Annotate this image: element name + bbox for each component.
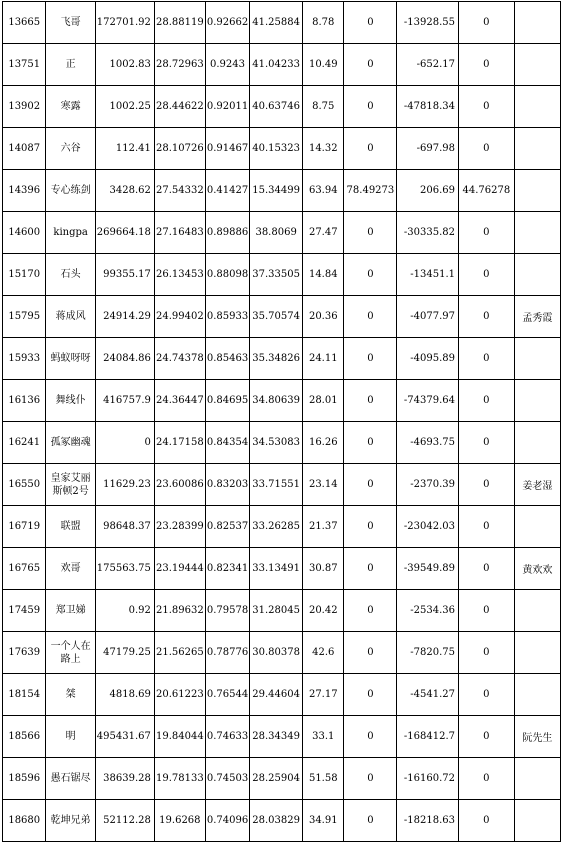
value-a-cell: 19.6268	[154, 800, 205, 842]
value-b-cell: 34.53083	[250, 422, 303, 464]
table-row	[3, 674, 561, 716]
amount-cell: 38639.28	[95, 758, 154, 800]
note-cell: 孟秀霞	[514, 296, 560, 338]
name-cell: 飞哥	[46, 2, 95, 44]
id-cell: 16136	[3, 380, 46, 422]
name-cell: 寒露	[46, 86, 95, 128]
balance-cell: -4095.89	[397, 338, 459, 380]
ratio-cell: 0.79578	[205, 590, 249, 632]
value-b-cell: 41.04233	[250, 44, 303, 86]
value-d-cell: 0	[459, 632, 515, 674]
note-cell	[514, 632, 560, 674]
amount-cell: 112.41	[95, 128, 154, 170]
rate-cell: 23.14	[303, 464, 344, 506]
value-b-cell: 31.28045	[250, 590, 303, 632]
value-d-cell: 0	[459, 548, 515, 590]
note-cell	[514, 170, 560, 212]
balance-cell: -47818.34	[397, 86, 459, 128]
value-b-cell: 40.63746	[250, 86, 303, 128]
table-row	[3, 548, 561, 590]
value-b-cell: 15.34499	[250, 170, 303, 212]
value-a-cell: 23.28399	[154, 506, 205, 548]
value-b-cell: 33.13491	[250, 548, 303, 590]
ratio-cell: 0.85463	[205, 338, 249, 380]
rate-cell: 16.26	[303, 422, 344, 464]
value-c-cell: 0	[344, 296, 397, 338]
balance-cell: -7820.75	[397, 632, 459, 674]
value-b-cell: 29.44604	[250, 674, 303, 716]
rate-cell: 8.75	[303, 86, 344, 128]
value-a-cell: 28.88119	[154, 2, 205, 44]
value-d-cell: 44.76278	[459, 170, 515, 212]
value-c-cell: 0	[344, 44, 397, 86]
name-cell: 桀	[46, 674, 95, 716]
id-cell: 18596	[3, 758, 46, 800]
amount-cell: 1002.83	[95, 44, 154, 86]
id-cell: 17459	[3, 590, 46, 632]
table-row	[3, 632, 561, 674]
table-row	[3, 800, 561, 842]
balance-cell: -23042.03	[397, 506, 459, 548]
id-cell: 15795	[3, 296, 46, 338]
id-cell: 16550	[3, 464, 46, 506]
amount-cell: 47179.25	[95, 632, 154, 674]
rate-cell: 8.78	[303, 2, 344, 44]
note-cell: 黄欢欢	[514, 548, 560, 590]
value-a-cell: 24.74378	[154, 338, 205, 380]
table-row	[3, 422, 561, 464]
value-c-cell: 78.49273	[344, 170, 397, 212]
id-cell: 15170	[3, 254, 46, 296]
value-b-cell: 33.71551	[250, 464, 303, 506]
table-row	[3, 296, 561, 338]
name-cell: 孤冢幽魂	[46, 422, 95, 464]
table-row	[3, 464, 561, 506]
amount-cell: 24084.86	[95, 338, 154, 380]
value-b-cell: 30.80378	[250, 632, 303, 674]
balance-cell: -30335.82	[397, 212, 459, 254]
value-d-cell: 0	[459, 128, 515, 170]
note-cell	[514, 800, 560, 842]
rate-cell: 20.36	[303, 296, 344, 338]
note-cell	[514, 212, 560, 254]
id-cell: 14396	[3, 170, 46, 212]
balance-cell: -2370.39	[397, 464, 459, 506]
value-a-cell: 27.54332	[154, 170, 205, 212]
value-d-cell: 0	[459, 422, 515, 464]
rate-cell: 42.6	[303, 632, 344, 674]
ratio-cell: 0.84695	[205, 380, 249, 422]
value-a-cell: 19.84044	[154, 716, 205, 758]
balance-cell: -18218.63	[397, 800, 459, 842]
table-row	[3, 128, 561, 170]
name-cell: 蒋成风	[46, 296, 95, 338]
value-c-cell: 0	[344, 800, 397, 842]
value-b-cell: 34.80639	[250, 380, 303, 422]
ratio-cell: 0.83203	[205, 464, 249, 506]
ratio-cell: 0.89886	[205, 212, 249, 254]
table-row	[3, 212, 561, 254]
note-cell	[514, 44, 560, 86]
id-cell: 18566	[3, 716, 46, 758]
ratio-cell: 0.91467	[205, 128, 249, 170]
value-d-cell: 0	[459, 758, 515, 800]
value-a-cell: 28.72963	[154, 44, 205, 86]
value-a-cell: 24.36447	[154, 380, 205, 422]
value-c-cell: 0	[344, 128, 397, 170]
value-b-cell: 28.34349	[250, 716, 303, 758]
name-cell: 愚石锯尽	[46, 758, 95, 800]
table-row	[3, 170, 561, 212]
value-c-cell: 0	[344, 758, 397, 800]
rate-cell: 27.17	[303, 674, 344, 716]
value-c-cell: 0	[344, 590, 397, 632]
id-cell: 16241	[3, 422, 46, 464]
value-a-cell: 23.19444	[154, 548, 205, 590]
ratio-cell: 0.82537	[205, 506, 249, 548]
value-c-cell: 0	[344, 338, 397, 380]
id-cell: 14600	[3, 212, 46, 254]
value-b-cell: 41.25884	[250, 2, 303, 44]
name-cell: 蚂蚁呀呀	[46, 338, 95, 380]
value-b-cell: 35.34826	[250, 338, 303, 380]
balance-cell: -13451.1	[397, 254, 459, 296]
rate-cell: 21.37	[303, 506, 344, 548]
name-cell: 欢哥	[46, 548, 95, 590]
value-a-cell: 19.78133	[154, 758, 205, 800]
value-d-cell: 0	[459, 380, 515, 422]
note-cell	[514, 254, 560, 296]
value-c-cell: 0	[344, 674, 397, 716]
amount-cell: 98648.37	[95, 506, 154, 548]
name-cell: 正	[46, 44, 95, 86]
amount-cell: 3428.62	[95, 170, 154, 212]
ratio-cell: 0.92011	[205, 86, 249, 128]
note-cell: 阮先生	[514, 716, 560, 758]
ratio-cell: 0.85933	[205, 296, 249, 338]
id-cell: 15933	[3, 338, 46, 380]
value-a-cell: 24.17158	[154, 422, 205, 464]
note-cell	[514, 380, 560, 422]
name-cell: 联盟	[46, 506, 95, 548]
table-row	[3, 716, 561, 758]
name-cell: kingpa	[46, 212, 95, 254]
id-cell: 13902	[3, 86, 46, 128]
value-c-cell: 0	[344, 254, 397, 296]
id-cell: 13665	[3, 2, 46, 44]
table-row	[3, 86, 561, 128]
value-c-cell: 0	[344, 86, 397, 128]
table-row	[3, 380, 561, 422]
value-b-cell: 35.70574	[250, 296, 303, 338]
value-a-cell: 20.61223	[154, 674, 205, 716]
amount-cell: 175563.75	[95, 548, 154, 590]
amount-cell: 11629.23	[95, 464, 154, 506]
name-cell: 郑卫娣	[46, 590, 95, 632]
amount-cell: 24914.29	[95, 296, 154, 338]
id-cell: 16719	[3, 506, 46, 548]
ratio-cell: 0.76544	[205, 674, 249, 716]
value-b-cell: 37.33505	[250, 254, 303, 296]
rate-cell: 10.49	[303, 44, 344, 86]
name-cell: 六谷	[46, 128, 95, 170]
value-d-cell: 0	[459, 674, 515, 716]
balance-cell: -2534.36	[397, 590, 459, 632]
value-c-cell: 0	[344, 464, 397, 506]
balance-cell: 206.69	[397, 170, 459, 212]
value-a-cell: 23.60086	[154, 464, 205, 506]
amount-cell: 495431.67	[95, 716, 154, 758]
balance-cell: -652.17	[397, 44, 459, 86]
balance-cell: -168412.7	[397, 716, 459, 758]
id-cell: 14087	[3, 128, 46, 170]
name-cell: 皇家艾丽斯顿2号	[46, 464, 95, 506]
rate-cell: 28.01	[303, 380, 344, 422]
note-cell	[514, 506, 560, 548]
ratio-cell: 0.9243	[205, 44, 249, 86]
table-row	[3, 338, 561, 380]
value-d-cell: 0	[459, 338, 515, 380]
table-row	[3, 590, 561, 632]
value-d-cell: 0	[459, 800, 515, 842]
balance-cell: -74379.64	[397, 380, 459, 422]
value-a-cell: 21.89632	[154, 590, 205, 632]
id-cell: 18680	[3, 800, 46, 842]
value-d-cell: 0	[459, 716, 515, 758]
table-row	[3, 506, 561, 548]
value-d-cell: 0	[459, 590, 515, 632]
id-cell: 16765	[3, 548, 46, 590]
table-row	[3, 44, 561, 86]
value-b-cell: 38.8069	[250, 212, 303, 254]
note-cell	[514, 128, 560, 170]
rate-cell: 33.1	[303, 716, 344, 758]
note-cell	[514, 422, 560, 464]
balance-cell: -16160.72	[397, 758, 459, 800]
rate-cell: 14.32	[303, 128, 344, 170]
name-cell: 明	[46, 716, 95, 758]
value-b-cell: 33.26285	[250, 506, 303, 548]
note-cell: 姜老湿	[514, 464, 560, 506]
balance-cell: -4077.97	[397, 296, 459, 338]
table-row	[3, 2, 561, 44]
value-c-cell: 0	[344, 380, 397, 422]
value-d-cell: 0	[459, 254, 515, 296]
value-d-cell: 0	[459, 464, 515, 506]
ratio-cell: 0.84354	[205, 422, 249, 464]
ratio-cell: 0.92662	[205, 2, 249, 44]
id-cell: 17639	[3, 632, 46, 674]
table-row	[3, 758, 561, 800]
rate-cell: 34.91	[303, 800, 344, 842]
balance-cell: -13928.55	[397, 2, 459, 44]
rate-cell: 51.58	[303, 758, 344, 800]
amount-cell: 52112.28	[95, 800, 154, 842]
value-a-cell: 21.56265	[154, 632, 205, 674]
id-cell: 18154	[3, 674, 46, 716]
value-a-cell: 28.10726	[154, 128, 205, 170]
amount-cell: 0	[95, 422, 154, 464]
value-b-cell: 28.03829	[250, 800, 303, 842]
ratio-cell: 0.74633	[205, 716, 249, 758]
name-cell: 舞线仆	[46, 380, 95, 422]
name-cell: 专心练剑	[46, 170, 95, 212]
value-c-cell: 0	[344, 422, 397, 464]
value-b-cell: 28.25904	[250, 758, 303, 800]
name-cell: 乾坤兄弟	[46, 800, 95, 842]
name-cell: 石头	[46, 254, 95, 296]
amount-cell: 4818.69	[95, 674, 154, 716]
value-c-cell: 0	[344, 632, 397, 674]
amount-cell: 416757.9	[95, 380, 154, 422]
value-a-cell: 26.13453	[154, 254, 205, 296]
table-row	[3, 254, 561, 296]
ratio-cell: 0.41427	[205, 170, 249, 212]
value-d-cell: 0	[459, 506, 515, 548]
value-b-cell: 40.15323	[250, 128, 303, 170]
value-a-cell: 27.16483	[154, 212, 205, 254]
amount-cell: 0.92	[95, 590, 154, 632]
value-d-cell: 0	[459, 44, 515, 86]
note-cell	[514, 758, 560, 800]
value-d-cell: 0	[459, 296, 515, 338]
rate-cell: 63.94	[303, 170, 344, 212]
value-c-cell: 0	[344, 548, 397, 590]
table-body	[3, 2, 561, 842]
value-d-cell: 0	[459, 212, 515, 254]
value-a-cell: 28.44622	[154, 86, 205, 128]
value-d-cell: 0	[459, 86, 515, 128]
value-c-cell: 0	[344, 212, 397, 254]
balance-cell: -39549.89	[397, 548, 459, 590]
note-cell	[514, 86, 560, 128]
amount-cell: 172701.92	[95, 2, 154, 44]
note-cell	[514, 674, 560, 716]
ratio-cell: 0.74503	[205, 758, 249, 800]
note-cell	[514, 2, 560, 44]
value-c-cell: 0	[344, 506, 397, 548]
value-a-cell: 24.99402	[154, 296, 205, 338]
amount-cell: 1002.25	[95, 86, 154, 128]
amount-cell: 269664.18	[95, 212, 154, 254]
value-c-cell: 0	[344, 716, 397, 758]
value-d-cell: 0	[459, 2, 515, 44]
note-cell	[514, 338, 560, 380]
id-cell: 13751	[3, 44, 46, 86]
note-cell	[514, 590, 560, 632]
ratio-cell: 0.78776	[205, 632, 249, 674]
rate-cell: 24.11	[303, 338, 344, 380]
balance-cell: -4693.75	[397, 422, 459, 464]
balance-cell: -697.98	[397, 128, 459, 170]
data-table	[2, 1, 561, 842]
ratio-cell: 0.82341	[205, 548, 249, 590]
rate-cell: 20.42	[303, 590, 344, 632]
rate-cell: 30.87	[303, 548, 344, 590]
ratio-cell: 0.74096	[205, 800, 249, 842]
balance-cell: -4541.27	[397, 674, 459, 716]
name-cell: 一个人在路上	[46, 632, 95, 674]
amount-cell: 99355.17	[95, 254, 154, 296]
rate-cell: 27.47	[303, 212, 344, 254]
ratio-cell: 0.88098	[205, 254, 249, 296]
value-c-cell: 0	[344, 2, 397, 44]
rate-cell: 14.84	[303, 254, 344, 296]
